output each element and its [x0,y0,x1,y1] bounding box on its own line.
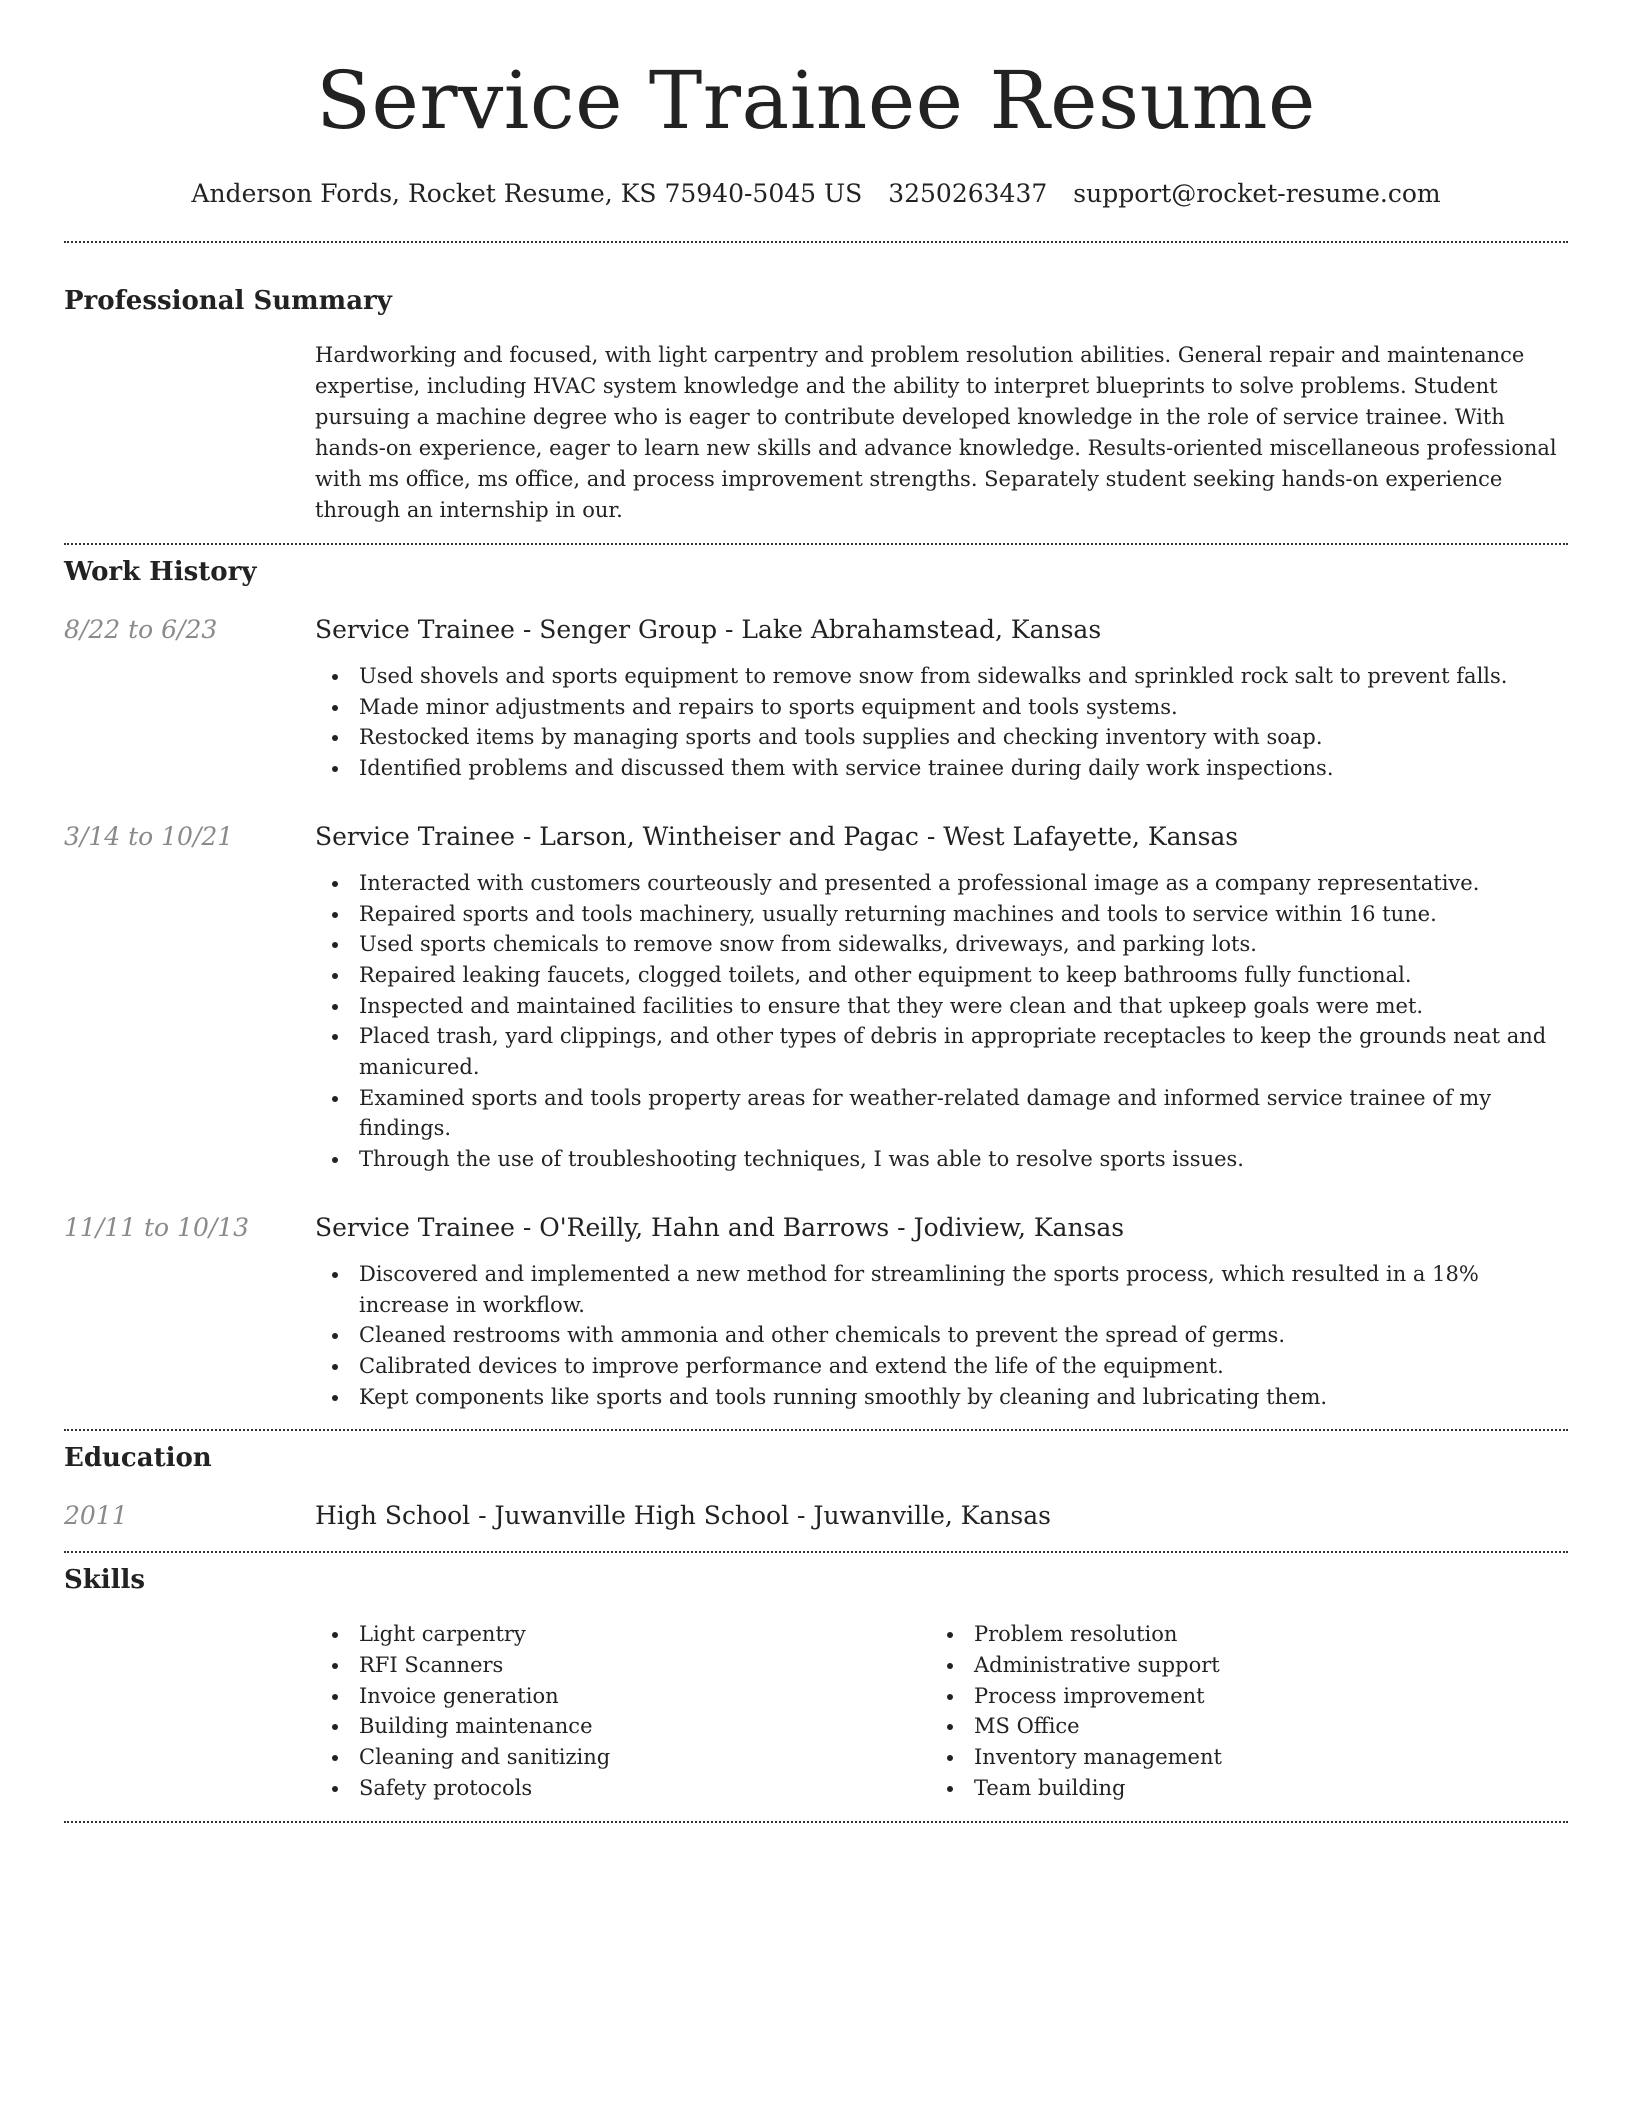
job-bullet: Interacted with customers courteously and presented a professional image as a company representative. [315,868,1568,899]
education-detail: - Juwanville High School - Juwanville, Kansas [470,1501,1051,1531]
divider [64,1551,1568,1553]
divider [64,543,1568,545]
job-body [64,868,1568,1175]
job-dates: 8/22 to 6/23 [64,615,218,644]
job-header [64,613,1568,647]
job-bullets [315,1259,1568,1413]
job-bullet: Through the use of troubleshooting techniques, I was able to resolve sports issues. [315,1144,1568,1175]
education-line [315,1499,1568,1533]
divider [64,1821,1568,1823]
contact-phone: 3250263437 [888,179,1048,208]
skills-column-2 [930,1619,1545,1803]
skill-item: Administrative support [930,1650,1545,1681]
job-title: Service Trainee - Larson, Wintheiser and Pagac - West Lafayette, Kansas [315,821,1239,851]
job-bullet: Made minor adjustments and repairs to sports equipment and tools systems. [315,692,1568,723]
job-bullet: Repaired leaking faucets, clogged toilets, and other equipment to keep bathrooms fully functional. [315,960,1568,991]
job-bullet: Discovered and implemented a new method for streamlining the sports process, which resulted in a 18% increase in workflow. [315,1259,1568,1320]
work-history-section [64,555,1568,1412]
job-header [64,1211,1568,1245]
job-bullet: Used shovels and sports equipment to remove snow from sidewalks and sprinkled rock salt to prevent falls. [315,661,1568,692]
job-bullet: Restocked items by managing sports and tools supplies and checking inventory with soap. [315,722,1568,753]
divider [64,241,1568,243]
skill-item: Team building [930,1773,1545,1804]
summary-heading: Professional Summary [64,286,392,316]
contact-email: support@rocket-resume.com [1073,179,1441,208]
job-gutter [64,868,315,1175]
skill-item: Invoice generation [315,1681,930,1712]
job-dates: 3/14 to 10/21 [64,821,234,851]
skill-item: MS Office [930,1711,1545,1742]
job-bullet: Identified problems and discussed them with service trainee during daily work inspections. [315,753,1568,784]
job-bullet: Repaired sports and tools machinery, usually returning machines and tools to service within 16 tune. [315,899,1568,930]
education-heading: Education [64,1443,212,1474]
skills-column-1 [315,1619,930,1803]
contact-address: Anderson Fords, Rocket Resume, KS 75940-5045 US [191,179,863,208]
job-bullets [315,868,1568,1175]
work-history-heading: Work History [64,557,257,587]
job-bullet: Kept components like sports and tools running smoothly by cleaning and lubricating them. [315,1382,1568,1413]
job-bullet: Calibrated devices to improve performance and extend the life of the equipment. [315,1351,1568,1382]
job-header [64,820,1568,854]
job-bullet: Placed trash, yard clippings, and other types of debris in appropriate receptacles to keep the grounds neat and manicured. [315,1021,1568,1082]
skill-item: Building maintenance [315,1711,930,1742]
job-title: Service Trainee - Senger Group - Lake Abrahamstead, Kansas [315,615,1102,644]
resume-title: Service Trainee Resume [316,54,1316,147]
skill-item: Cleaning and sanitizing [315,1742,930,1773]
skills-section [64,1563,1568,1803]
education-year: 2011 [64,1501,128,1531]
job-body [64,661,1568,784]
job-entry [64,1211,1568,1413]
summary-text: Hardworking and focused, with light carpentry and problem resolution abilities. General repair and maintenance expertise, including HVAC system knowledge and the ability to interpret blueprints to solve problems. Student pursuing a machine degree who is eager to contribute developed knowledge in the role of service trainee. With hands-on experience, eager to learn new skills and advance knowledge. Results-oriented miscellaneous professional with ms office, ms office, and process improvement strengths. Separately student seeking hands-on experience through an internship in our. [315,343,1557,522]
job-gutter [64,1259,315,1413]
summary-row [64,340,1568,526]
skill-item: RFI Scanners [315,1650,930,1681]
job-title: Service Trainee - O'Reilly, Hahn and Barrows - Jodiview, Kansas [315,1212,1125,1242]
job-bullet: Inspected and maintained facilities to ensure that they were clean and that upkeep goals were met. [315,991,1568,1022]
skill-item: Problem resolution [930,1619,1545,1650]
skill-item: Inventory management [930,1742,1545,1773]
summary-gutter [64,340,315,526]
summary-section [64,284,1568,526]
job-entry [64,820,1568,1175]
education-entry [64,1499,1568,1533]
job-entry [64,613,1568,784]
skills-row [64,1619,1568,1803]
job-bullet: Used sports chemicals to remove snow from sidewalks, driveways, and parking lots. [315,929,1568,960]
contact-line [64,177,1568,211]
skills-heading: Skills [64,1565,146,1596]
job-bullet: Cleaned restrooms with ammonia and other chemicals to prevent the spread of germs. [315,1320,1568,1351]
job-bullets [315,661,1568,784]
skills-columns [315,1619,1568,1803]
job-bullet: Examined sports and tools property areas for weather-related damage and informed service trainee of my findings. [315,1083,1568,1144]
divider [64,1429,1568,1431]
skill-item: Safety protocols [315,1773,930,1804]
skills-gutter [64,1619,315,1803]
skill-item: Process improvement [930,1681,1545,1712]
job-body [64,1259,1568,1413]
education-degree: High School [315,1501,471,1531]
job-gutter [64,661,315,784]
skill-item: Light carpentry [315,1619,930,1650]
job-dates: 11/11 to 10/13 [64,1212,250,1242]
education-section [64,1441,1568,1533]
